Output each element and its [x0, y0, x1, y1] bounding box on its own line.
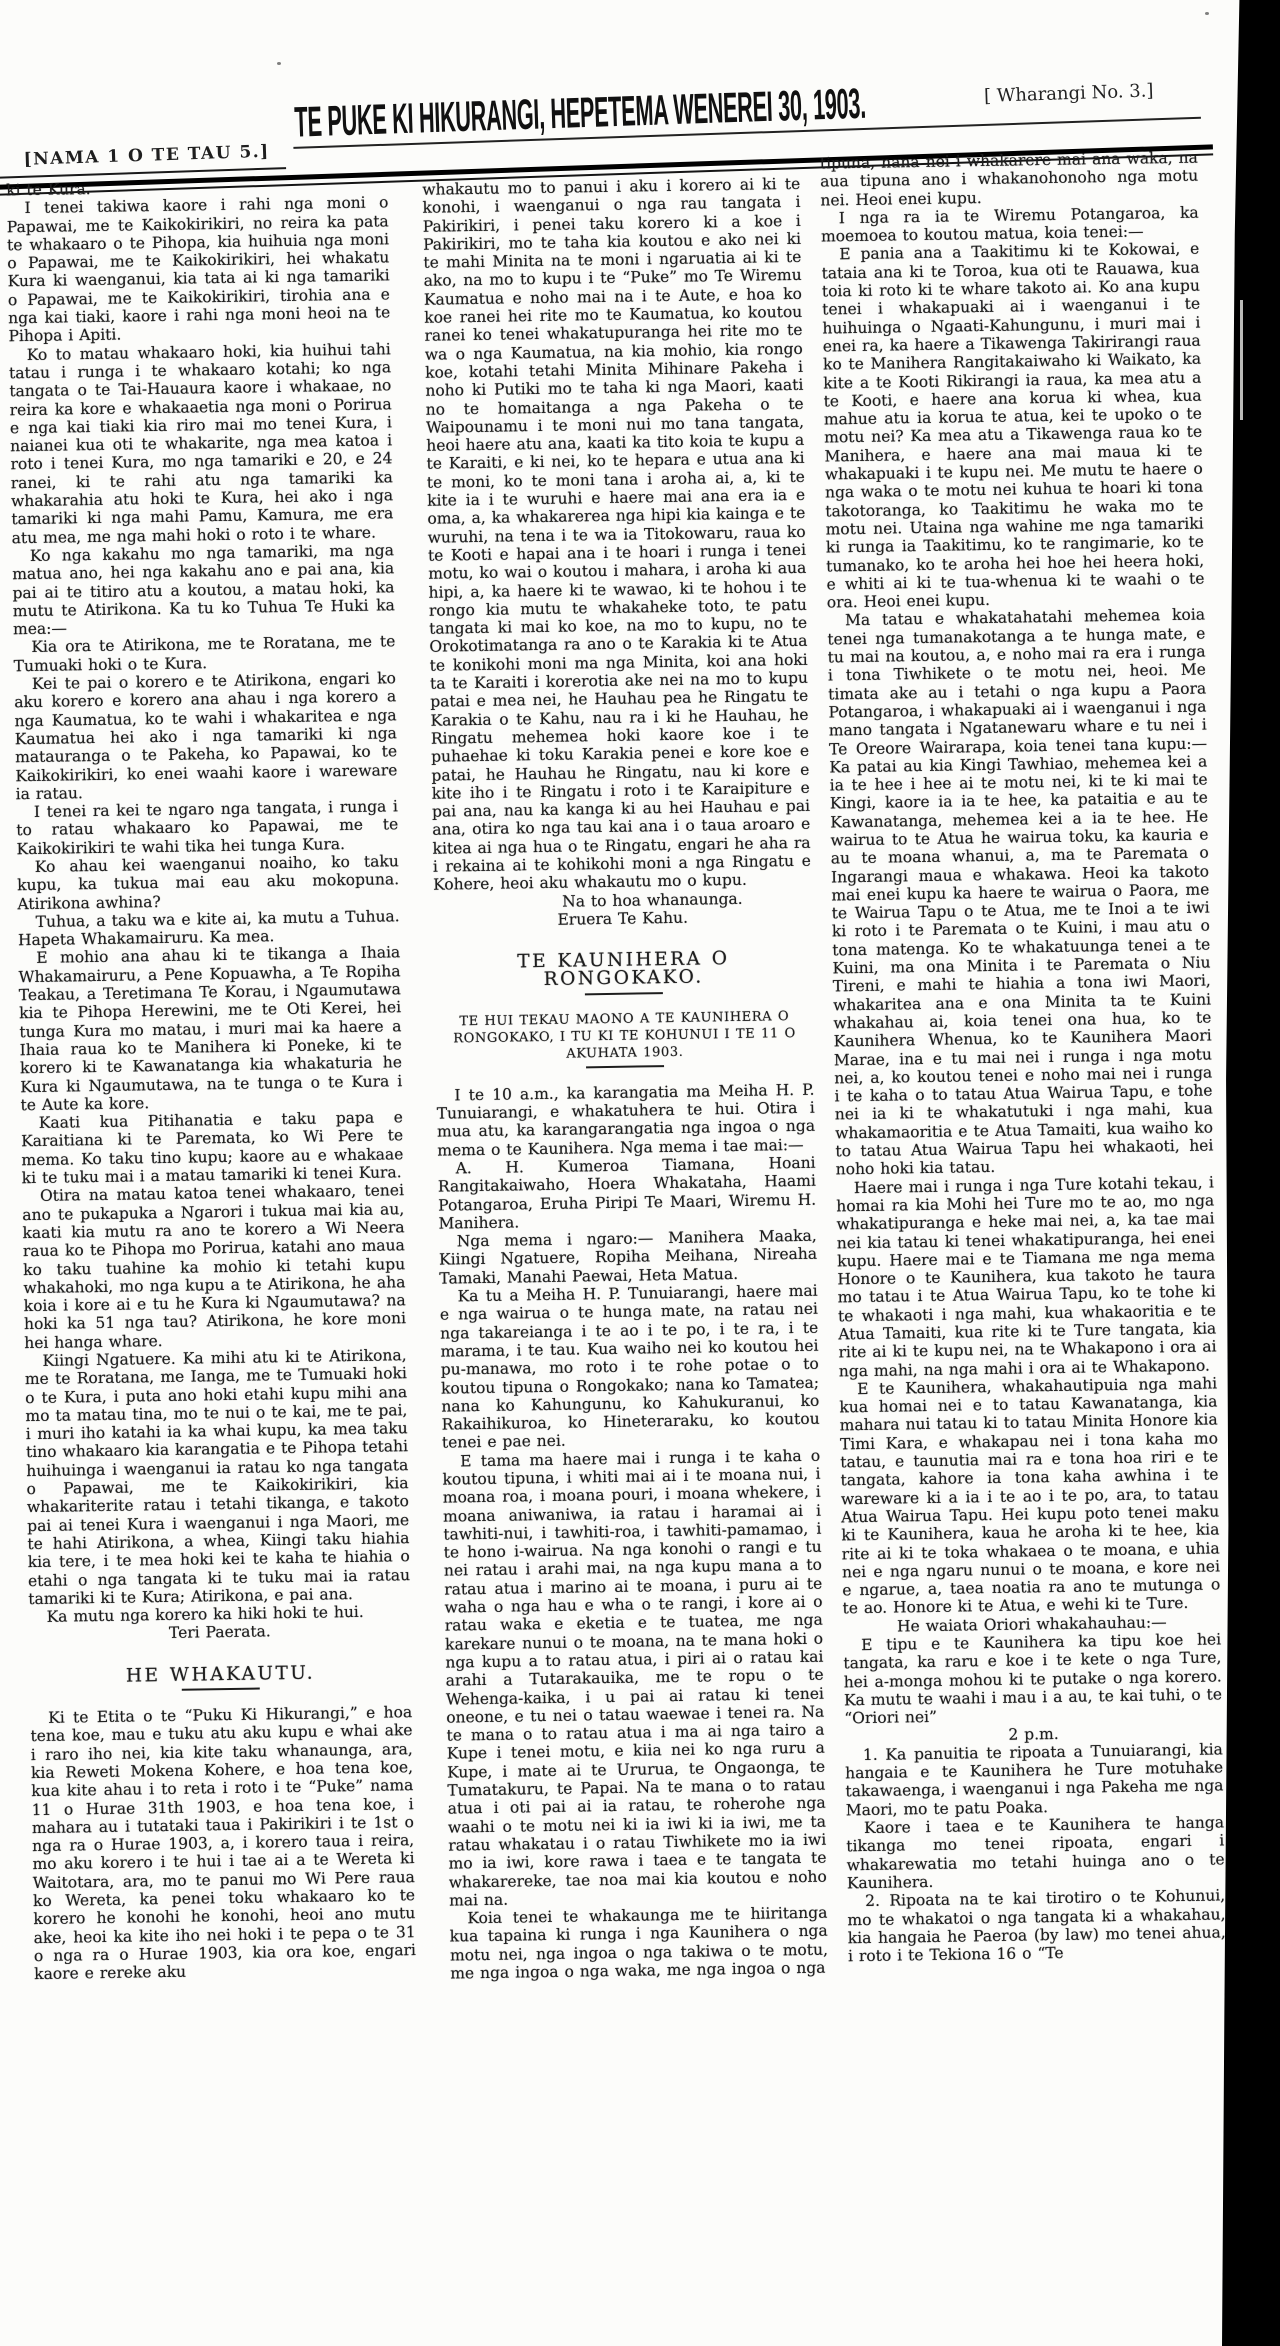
paragraph: Kaati kua Pitihanatia e taku papa e Karaitiana ki te Paremata, ko Wi Pere te mema. Ko taku tino kupu; kaore au e whakaae ki te tuku mai i a matau tamariki ki tenei Kura. — [21, 1108, 404, 1188]
paragraph: tipuna, nana nei i whakarere mai ana waka, na aua tipuna ano i whakanohonoho nga motu nei. Heoi enei kupu. — [819, 148, 1199, 210]
paragraph: E tama ma haere mai i runga i te kaha o koutou tipuna, i whiti mai ai i te moana nui, i moana roa, i moana pouri, i moana whekere, i moana aniwaniwa, ia ratau i haramai ai i tawhiti-nui, i tawhiti-roa, i tawhiti-pamamao, i te hono i-wairua. Na nga konohi o rangi e tu nei ratau i arahi mai, na nga kupu mana a to ratau atua i marino ai te moana, i puru ai te waha o nga hau e wha o te rangi, i kore ai o ratau waka e eketia e te tuatea, me nga karekare nunui o te moana, na te mana hoki o nga kupu a to ratau atua, i piri ai o ratau kai arahi a Tutarakauika, me te ropu o te Wehenga-kaika, i u pai ai ratau ki tenei oneone, e tu nei o tatau waewae i tenei ra. Na te mana o to ratau atua i ma ai nga tairo a Kupe i tenei motu, e kiia nei ko nga ruru a Kupe, i mate ai te Ururua, te Ongaonga, te Tumatakuru, te Papai. Na te mana o to ratau atua i oti pai ai ia ratau, te roherohe nga waahi o te motu nei ki ia iwi ki ia iwi, me ta ratau whakatau i o ratau Tiwhikete mo ia iwi mo ia iwi, kore rawa i taea e te tangata te whakarereke, tae noa mai kia koutou e noho mai na. — [442, 1446, 827, 1910]
paragraph: Ko nga kakahu mo nga tamariki, ma nga matua ano, hei nga kakahu ano e pai ana, kia pai ai te titiro atu a koutou, a matau hoki, ka mutu te Atirikona. Ka tu ko Tuhua Te Huki ka mea:— — [12, 541, 395, 639]
paragraph: E tipu e te Kaunihera ka tipu koe hei tangata, ka raru e koe i te kete o nga Ture, hei a-monga mohou ki te putake o nga korero. Ka mutu te waahi i mau i a au, te kai tuhi, o te “Oriori nei” — [843, 1630, 1223, 1728]
paragraph: ki te Kura. — [6, 179, 91, 200]
scan-edge-streak — [1240, 300, 1243, 420]
section-heading-he-whakautu: HE WHAKAUTU. — [125, 1662, 316, 1687]
volume-label: [NAMA 1 O TE TAU 5.] — [23, 141, 271, 170]
signature: Na to hoa whanaunga. — [562, 889, 743, 911]
section-subheading: TE HUI TEKAU MAONO A TE KAUNIHERA O RONGOKAKO, I TU KI TE KOHUNUI I TE 11 O AKUHATA 1903. — [453, 1008, 796, 1062]
column-middle — [422, 175, 828, 1983]
signature: Teri Paerata. — [168, 1622, 271, 1643]
heading-rule — [182, 1688, 260, 1691]
paragraph: Ka tu a Meiha H. P. Tunuiarangi, haere mai e nga wairua o te hunga mate, na ratau nei nga takareianga i te ao i te po, i te ra, i te marama, i te tau. Kua waiho nei ko koutou hei pu-manawa, mo roto i te rohe potae o to koutou tipuna o Rongokako; nana ko Tamatea; nana ko Kahungunu, ko Kahukuranui, ko Rakaihikuroa, ko Hineteraraku, ko koutou tenei e pae nei. — [439, 1281, 820, 1453]
paragraph: Nga mema i ngaro:— Manihera Maaka, Kiingi Ngatuere, Ropiha Meihana, Nireaha Tamaki, Manahi Paewai, Heta Matua. — [438, 1226, 818, 1288]
paragraph: Tuhua, a taku wa e kite ai, ka mutu a Tuhua. Hapeta Whakamairuru. Ka mea. — [17, 907, 400, 950]
paragraph: Ko ahau kei waenganui noaiho, ko taku kupu, ka tukua mai eau aku mokopuna. Atirikona awhina? — [16, 852, 400, 913]
paragraph: Ka mutu nga korero ka hiki hoki te hui. — [46, 1603, 364, 1627]
section-heading-kaunihera: TE KAUNIHERA O RONGOKAKO. — [517, 948, 730, 991]
paragraph: Otira na matau katoa tenei whakaaro, tenei ano te pukapuka a Ngarori i tukua mai kia au, kaati kia mutu ra ano te korero a Wi Neera raua ko te Pihopa mo Porirua, katahi ano maua ko taku tuahine ka mohio ki tetahi kupu whakahoki, mo nga kupu a te Atirikona, he aha koia i kore ai e tu he Kura ki Ngaumutawa? na hoki ka 51 nga tau? Atirikona, he kore moni hei hanga whare. — [22, 1181, 407, 1352]
page-number-label: [ Wharangi No. 3.] — [983, 80, 1154, 107]
paragraph: I tenei ra kei te ngaro nga tangata, i runga i to ratau whakaaro ko Papawai, me te Kaikokirikiri te wahi tika hei tunga Kura. — [16, 797, 399, 858]
scan-speck — [277, 62, 281, 65]
paragraph: Ki te Etita o te “Puku Ki Hikurangi,” e hoa tena koe, mau e tuku atu aku kupu e whai ake i raro iho nei, kia kite taku whanaunga, ara, kia Reweti Mokena Kohere, e hoa tena koe, kua kite ahau i to reta i roto i te “Puke” nama 11 o Hurae 31th 1903, e hoa tena koe, i mahara au i tutataki taua i Pakirikiri i te 1st o nga ra o Hurae 1903, a, i korero taua i reira, mo aku korero i te hui i tae ai a te Wereta ki Waitotara, ara, mo te panui mo Wi Pere raua ko Wereta, ka penei toku whakaaro ko te korero he konohi he konohi, heoi ano mutu ake, heoi ka kite iho nei hoki i te pepa o te 31 o nga ra o Hurae 1903, kia ora koe, engari kaore e rereke aku — [30, 1703, 417, 1984]
paragraph: I te 10 a.m., ka karangatia ma Meiha H. P. Tunuiarangi, e whakatuhera te hui. Otira i mua atu, ka karangarangatia nga ingoa o nga mema o te Kaunihera. Nga mema i tae mai:— — [436, 1080, 816, 1160]
waiata-caption: He waiata Oriori whakahauhau:— — [896, 1613, 1167, 1636]
paragraph: A. H. Kumeroa Tiamana, Hoani Rangitakaiwaho, Hoera Whakataha, Haami Potangaroa, Eruha Piripi Te Maari, Wiremu H. Manihera. — [437, 1153, 817, 1233]
paragraph: Ko to matau whakaaro hoki, kia huihui tahi tatau i runga i te whakaaro kotahi; ko nga tangata o te Tai-Hauaura kaore i whakaae, no reira ka kore e whakaaetia nga moni o Porirua e nga kai tiaki kia riro mai mo tenei Kura, i naianei kua oti te whakarite, nga mea katoa i roto i tenei Kura, mo nga tamariki e 20, e 24 ranei, ki te rahi atu nga tamariki ka whakarahia atu hoki te Kura, hei ako i nga tamariki ki nga mahi Pamu, Kamura, me era atu mea, me nga mahi hoki o roto i te whare. — [8, 339, 394, 547]
paragraph: I tenei takiwa kaore i rahi nga moni o Papawai, me te Kaikokirikiri, no reira ka pata te whakaaro o te Pihopa, kia huihuia nga moni o Papawai, me te Kaikokirikiri, hei whakatu Kura ki waenganui, kia tata ai ki nga tamariki o Papawai, me te Kaikokirikiri, tirohia ana e nga kai tiaki, kaore i rahi nga moni heoi na te Pihopa i Apiti. — [6, 193, 391, 346]
column-right — [820, 149, 1226, 1966]
scan-speck — [1205, 12, 1209, 15]
paragraph: Kia ora te Atirikona, me te Roratana, me te Tumuaki hoki o te Kura. — [13, 632, 396, 675]
numbered-item: 2. Ripoata na te kai tirotiro o te Kohunui, mo te whakatoi o nga tangata ki a whakahau, kia hangaia he Paeroa (by law) mo tenei ahua, i roto i te Tekiona 16 o “Te — [847, 1886, 1226, 1966]
paragraph: Kaore i taea e te Kaunihera te hanga tikanga mo tenei ripoata, engari i whakarewatia mo tetahi huinga ano o te Kaunihera. — [846, 1813, 1225, 1893]
paragraph: Ma tatau e whakatahatahi mehemea koia tenei nga tumanakotanga a te hunga mate, e tu mai na koutou, a, e noho mai ra era i runga i tona Tiwhikete o te motu nei, heoi. Me timata ake au i tetahi o nga kupu a Paora Potangaroa, i whakapuaki ai i waenganui i nga mano tangata i Ngatanewaru whare e tu nei i Te Oreore Wairarapa, koia tenei tana kupu:— Ka patai au kia Kingi Tawhiao, mehemea kei a ia te hee i hee ai te motu nei, ki te ki mai te Kingi, kaore ia ia te hee, ka pataitia e au te Kawanatanga, mehemea kei a ia te hee. He wairua to te Atua he wairua toku, ka kauria e au te moana whanui, a, ma te Paremata o Ingarangi maua e whakawa. Heoi ka takoto mai enei kupu ka haere te wairua o Paora, me te Wairua Tapu o te Atua, me te Inoi a te iwi ki roto i te Paremata o te Kuini, i mau atu o tona matenga. Ko te whakatuunga tenei a te Kuini, ma ona Minita i te Paremata o Niu Tireni, e mahi te hiahia a tona iwi Maori, whakaritea ana e ona Minita ta te Kuini whakahau ai, koia tenei ona hua, ko te Kaunihera Whenua, ko te Kaunihera Maori Marae, ina e tu mai nei i runga i nga motu nei, a, ko koutou tenei e noho mai nei i runga i te kaha o to tatau Atua Wairua Tapu, e tohe nei ia ki te whakatutuki i nga mahi, kua whakamaoritia e te Atua Tamaiti, kua waiho ko to tatau Atua Wairua Tapu hei whakaoti, hei noho hoki kia tatau. — [827, 605, 1214, 1179]
paragraph: Haere mai i runga i nga Ture kotahi tekau, i homai ra kia Mohi hei Ture mo te ao, mo nga whakatipuranga e heke mai nei, a, ka tae mai nei kia tatau ki tenei whakatipuranga, hei enei kupu. Haere mai e te Tiamana me nga mema Honore o te Kaunihera, kua takoto he taura mo tatau i te Atua Wairua Tapu, ko te tohe ki te whakaoti i nga mahi, kua whakaoritia e te Atua Tamaiti, kua rite ki te Ture tangata, kia rite ai ki te kupu nei, na te Whakapono i ora ai nga mahi, na nga mahi i ora ai te Whakapono. — [836, 1173, 1217, 1380]
subheading-rule — [586, 1065, 664, 1068]
paragraph: Koia tenei te whakaunga me te hiiritanga kua tapaina ki runga i nga Kaunihera o nga motu nei, nga ingoa o nga takiwa o te motu, me nga ingoa o nga waka, me nga ingoa o nga — [449, 1903, 829, 1983]
paragraph: I nga ra ia te Wiremu Potangaroa, ka moemoea to koutou matua, koia tenei:— — [820, 203, 1199, 246]
paragraph: E pania ana a Taakitimu ki te Kokowai, e tataia ana ki te Toroa, kua oti te Rauawa, kua toia ki roto ki te whare takoto ai. Ko ana kupu tenei i whakapuaki ai i waenganui i te huihuinga o Ngaati-Kahungunu, i muri mai i enei ra, ka haere a Tikawenga Takirirangi raua ko te Manihera Rangitakaiwaho ki Waikato, ka kite a te Kooti Rikirangi ia raua, ka mea atu a te Kooti, e haere ana korua ki whea, kua mahue atu ia korua te atua, kei te upoko o te motu nei? Ka mea atu a Tikawenga raua ko te Manihera, e haere ana mai maua ki te whakapuaki i te kupu nei. Me mutu te haere o nga waka o te motu nei kuhua te hoari ki tona takotoranga, ko Taakitimu he waka mo te motu nei. Utaina nga wahine me nga tamariki ki runga ia Taakitimu, ko te rangimarie, ko te tumanako, ko te aroha hei hoe hei heera hoki, e whiti ai ki te tua-whenua ki te waahi o te ora. Heoi enei kupu. — [821, 240, 1205, 612]
masthead-title: TE PUKE KI HIKURANGI, HEPETEMA WENEREI 30, 1903. — [293, 79, 867, 147]
paragraph: whakautu mo to panui i aku i korero ai ki te konohi, i waenganui o nga rau tangata i Pakirikiri, i penei taku korero ki a koe i Pakirikiri, mo te taha kia koutou e ako nei ki te mahi Minita na te moni i ngaruatia ai ki te ako, na mo to kupu i te “Puke” mo Te Wiremu Kaumatua e noho mai na i te Aute, e hoa ko koe ranei hei rite mo te Kaumatua, ko koutou ranei ko tenei whakatupuranga hei rite mo te wa o nga Kaumatua, na kia mohio, kia rongo koe, kotahi tetahi Minita Mihinare Pakeha i noho ki Putiki mo te taha ki nga Maori, kaati no te homaitanga a nga Pakeha o te Waipounamu i te moni nui mo tana tangata, heoi haere atu ana, kaati ka tito koia te kupu a te Karaiti, e ki nei, ko te hepara e utua ana ki te moni, ko te moni tana i aroha ai, a, ki te kite ia i te wuruhi e haere mai ana era ia e oma, a, ka whakarerea nga hipi kia kainga e te wuruhi, na tena i te wa ia Titokowaru, raua ko te Kooti e hapai ana i te hoari i runga i tenei motu, ko wai o koutou i mahara, i aroha ki aua hipi, a, ka haere ki te wawao, ki te hohou i te rongo kia mutu te whakaheke toto, te patu tangata ki mai ko koe, na mo to kupu, no te Orokotimatanga ra ano o te Karakia ki te Atua te konikohi moni ma nga Minita, koi ana hoki ta te Karaiti i korerotia ake nei na mo to kupu patai e mea nei, he Hauhau pea he Ringatu te Karakia o te Kahu, nau ra i ki he Hauhau, he Ringatu mehemea hoki kaore koe i te puhaehae ki toku Karakia penei e kore koe e patai, he Hauhau he Ringatu, nau ki kore e kite iho i te Ringatu i roto i te Karaipiture e pai ana, nau ka kanga ki au hei Hauhau e pai ana, otira ko nga tau kai ana i o taua aroaro e kitea ai nga hua o te Ringatu, engari he aha ra i rekaina ai te kohikohi moni a nga Ringatu e Kohere, heoi aku whakautu mo o kupu. — [422, 174, 811, 894]
time-label: 2 p.m. — [1008, 1724, 1059, 1744]
paragraph: E te Kaunihera, whakahautipuia nga mahi kua homai nei e to tatau Kawanatanga, kia mahara nui tatau ki to tatau Minita Honore kia Timi Kara, e whakapau nei i tona kaha mo tatau, e taunutia mai ra e tona hoa riri e te tangata, kahore ia tona kaha awhina i te wareware ki a ia i te ao i te po, ara, to tatau Atua Wairua Tapu. Hei kupu poto tenei maku ki te Kaunihera, kaua he aroha ki te hee, kia rite ai ki te toka whakaea o te moana, e uhia nei e nga ngaru nunui o te moana, e kore nei e ngarue, a, taea noatia ra ano te mutunga o te ao. Honore ki te Atua, e wehi ki te Ture. — [839, 1374, 1221, 1618]
scan-edge-artifact — [1222, 0, 1280, 2346]
signature: Eruera Te Kahu. — [557, 908, 689, 929]
paragraph: E mohio ana ahau ki te tikanga a Ihaia Whakamairuru, a Pene Kopuawha, a Te Ropiha Teakau, a Teretimana Te Korau, i Ngaumutawa kia te Pihopa Herewini, me te Oti Kerei, hei tunga Kura mo matau, i muri mai ka haere a Ihaia raua ko te Manihera ki Poneke, ki te korero ki te Kawanatanga kia whakaturia he Kura ki Ngaumutawa, na te tunga o te Kura i te Aute ka kore. — [18, 943, 403, 1115]
paragraph: Kiingi Ngatuere. Ka mihi atu ki te Atirikona, me te Roratana, me Ianga, me te Tumuaki hoki o te Kura, i puta ano hoki etahi kupu mihi ana mo ta matau tina, mo te nui o te kai, me te pai, i muri iho katahi ia ka whai kupu, ka mea taku tino whakaaro kia karangatia e te Pihopa tetahi huihuinga i waenganui ia ratau ko nga tangata o Papawai, me te Kaikokirikiri, kia whakariterite ratau i tetahi tikanga, e takoto pai ai tenei Kura i waenganui i nga Maori, me te hahi Atirikona, a whea, Kiingi taku hiahia kia tere, i te mea hoki kei te kaha te hiahia o etahi o nga tangata ki te tuku mai ia ratau tamariki ki te Kura; Atirikona, e pai ana. — [24, 1346, 411, 1608]
column-left — [6, 175, 416, 1983]
paragraph: Kei te pai o korero e te Atirikona, engari ko aku korero e korero ana ahau i nga korero a nga Kaumatua, ko te wahi i whakaritea e nga Kaumatua hei ako i nga tamariki ki nga matauranga o te Pakeha, ko Papawai, ko te Kaikokirikiri, ko enei waahi kaore i wareware ia ratau. — [14, 669, 398, 804]
heading-rule — [585, 992, 663, 995]
numbered-item: 1. Ka panuitia te ripoata a Tunuiarangi, kia hangaia e te Kaunihera he Ture motuhake takawaenga, i waenganui i nga Pakeha me nga Maori, mo te patu Poaka. — [845, 1740, 1224, 1820]
